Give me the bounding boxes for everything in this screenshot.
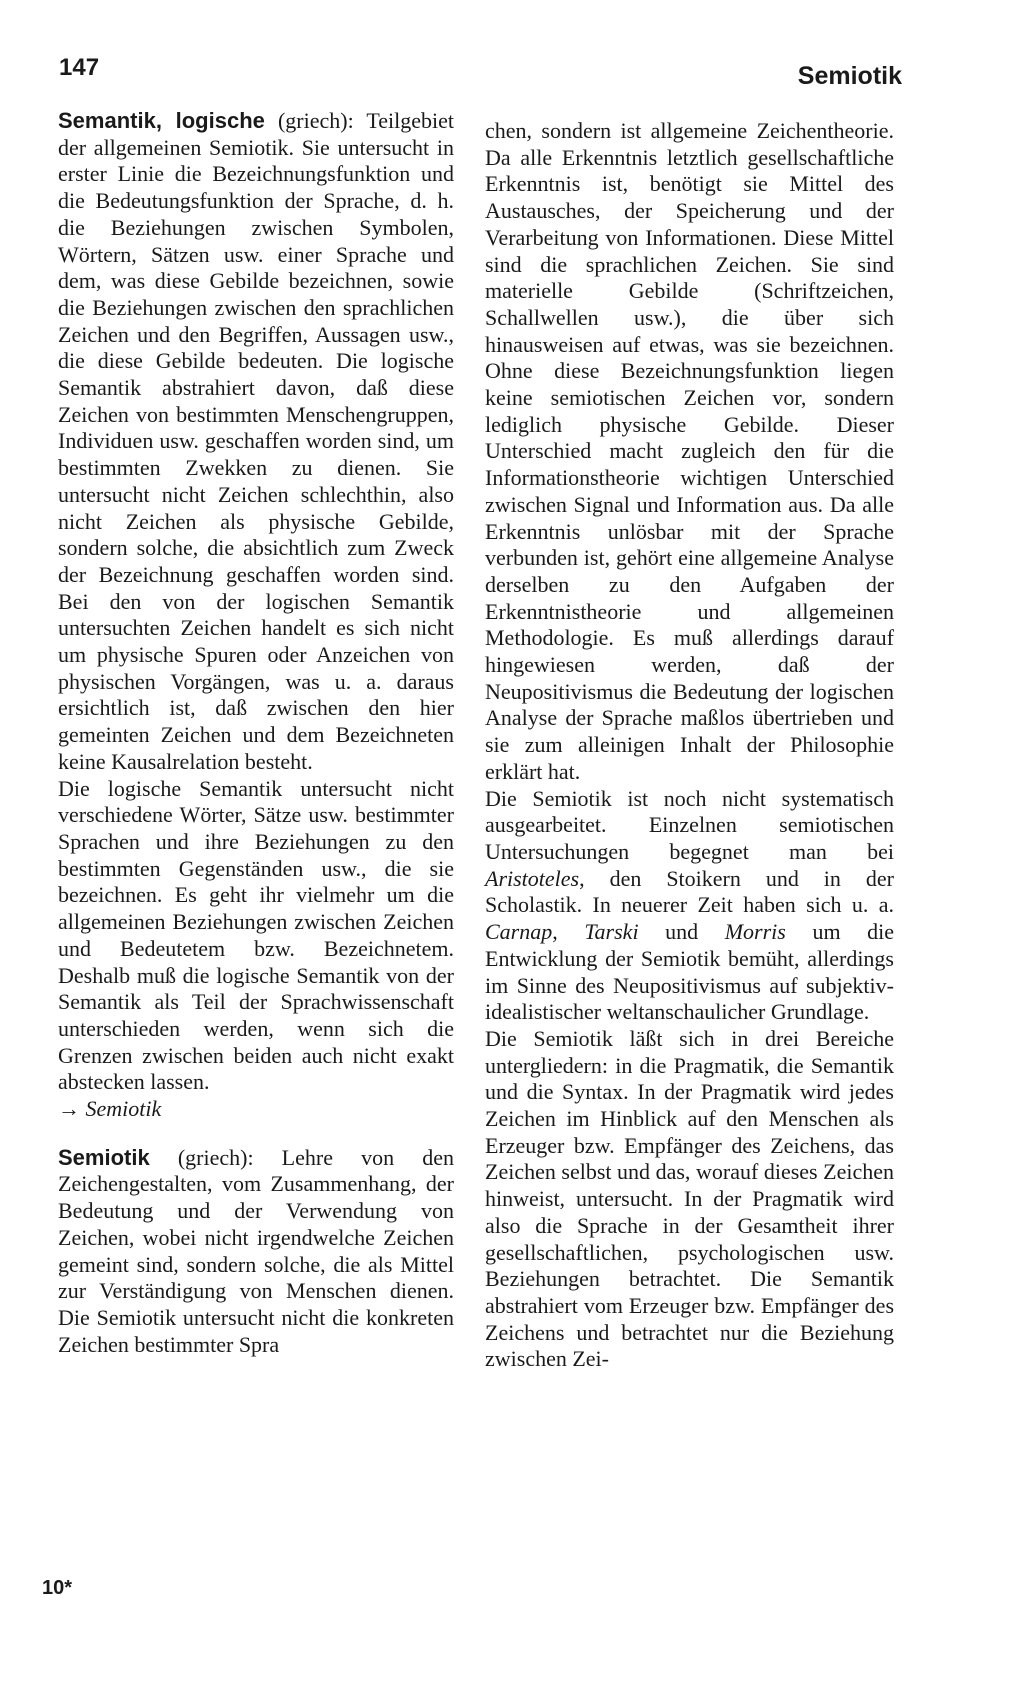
text-run: , [552,919,585,945]
right-column [485,118,894,1373]
cross-reference-target: Semiotik [85,1096,162,1122]
name-tarski: Tarski [584,919,639,945]
entry-semiotik-paragraph-1-continued: chen, sondern ist allgemeine Zeichentheorie. Da alle Erkenntnis letztlich gesellschaftliche Erkenntnis ist, benötigt sie Mittel des Austausches, der Speicherung und der Verarbeitung von Informationen. Diese Mittel sind die sprachlichen Zeichen. Sie sind materielle Gebilde (Schriftzeichen, Schallwellen usw.), die über sich hinausweisen auf etwas, was sie bezeichnen. Ohne diese Bezeichnungsfunktion liegen keine semiotischen Zeichen vor, sondern lediglich physische Gebilde. Dieser Unterschied macht zugleich den für die Informationstheorie wichtigen Unterschied zwischen Signal und Information aus. Da alle Erkenntnis unlösbar mit der Sprache verbunden ist, gehört eine allgemeine Analyse derselben zu den Aufgaben der Erkenntnistheorie und allgemeinen Methodologie. Es muß allerdings darauf hingewiesen werden, daß der Neupositivismus die Bedeutung der logischen Analyse der Sprache maßlos übertrieben und sie zum alleinigen Inhalt der Philosophie erklärt hat. [485,118,894,784]
headword-semiotik: Semiotik [58,1144,150,1170]
running-head: Semiotik [797,62,902,90]
text-run: Die Semiotik ist noch nicht systematisch ausgearbeitet. Einzelnen semiotischen Untersuchungen begegnet man bei [485,785,894,864]
entry-semiotik-text-1: (griech): Lehre von den Zeichengestalten, vom Zusammenhang, der Bedeutung und der Verwendung von Zeichen, wobei nicht irgendwelche Zeichen gemeint sind, sondern solche, die als Mittel zur Verständigung von Menschen dienen. Die Semiotik untersucht nicht die konkreten Zeichen bestimmter Spra [58,1144,454,1357]
entry-semiotik-paragraph-2 [485,786,894,1026]
entry-semiotik-paragraph-1 [58,1145,454,1359]
cross-reference [58,1096,454,1123]
left-column [58,108,454,1358]
entry-semantik-paragraph-2: Die logische Semantik untersucht nicht verschiedene Wörter, Sätze usw. bestimmter Sprachen und ihre Beziehungen zu den bestimmten Gegenständen usw., die sie bezeichnen. Es geht ihr vielmehr um die allgemeinen Beziehungen zwischen Zeichen und Bedeutetem bzw. Bezeichnetem. Deshalb muß die logische Semantik von der Semantik als Teil der Sprachwissenschaft unterschieden werden, wenn sich die Grenzen zwischen beiden auch nicht exakt abstecken lassen. [58,775,454,1095]
entry-semantik-text-1: (griech): Teilgebiet der allgemeinen Semiotik. Sie untersucht in erster Linie die Bezeichnungsfunktion und die Bedeutungsfunktion der Sprache, d. h. die Beziehungen zwischen Symbolen, Wörtern, Sätzen usw. einer Sprache und dem, was diese Gebilde bezeichnen, sowie die Beziehungen zwischen den sprachlichen Zeichen und den Begriffen, Aussagen usw., die diese Gebilde bedeuten. Die logische Semantik abstrahiert davon, daß diese Zeichen von bestimmten Menschengruppen, Individuen usw. geschaffen worden sind, um bestimmten Zwekken zu dienen. Sie untersucht nicht Zeichen schlechthin, also nicht Zeichen als physische Gebilde, sondern solche, die absichtlich zum Zweck der Bezeichnung geschaffen worden sind. Bei den von der logischen Semantik untersuchten Zeichen handelt es sich nicht um physische Spuren oder Anzeichen von physischen Vorgängen, was u. a. daraus ersichtlich ist, daß zwischen den hier gemeinten Zeichen und dem Bezeichneten keine Kausalrelation besteht. [58,108,455,774]
entry-semiotik-paragraph-3: Die Semiotik läßt sich in drei Bereiche untergliedern: in die Pragmatik, die Semantik und die Syntax. In der Pragmatik wird jedes Zeichen im Hinblick auf den Menschen als Erzeuger bzw. Empfänger des Zeichens, das Zeichen selbst und das, worauf dieses Zeichen hinweist, untersucht. In der Pragmatik wird also die Sprache in der Gesamtheit ihrer gesellschaftlichen, psychologischen usw. Beziehungen betrachtet. Die Semantik abstrahiert vom Erzeuger bzw. Empfänger des Zeichens und betrachtet nur die Beziehung zwischen Zei- [485,1025,894,1372]
text-run: um die Entwicklung der Semiotik bemüht, allerdings im Sinne des Neupositivismus auf subjektiv-idealistischer weltanschaulicher Grundlage. [485,919,895,1025]
name-aristoteles: Aristoteles [485,865,580,891]
arrow-right-icon: → [58,1096,80,1122]
text-run: , den Stoikern und in der Scholastik. In neuerer Zeit haben sich u. a. [485,865,894,918]
entry-semantik-paragraph-1 [58,108,454,776]
text-run: und [638,919,725,945]
name-carnap: Carnap [485,919,553,945]
page-number: 147 [59,54,100,81]
signature-mark: 10* [42,1577,73,1599]
headword-semantik: Semantik, logische [58,108,265,133]
name-morris: Morris [724,919,786,945]
